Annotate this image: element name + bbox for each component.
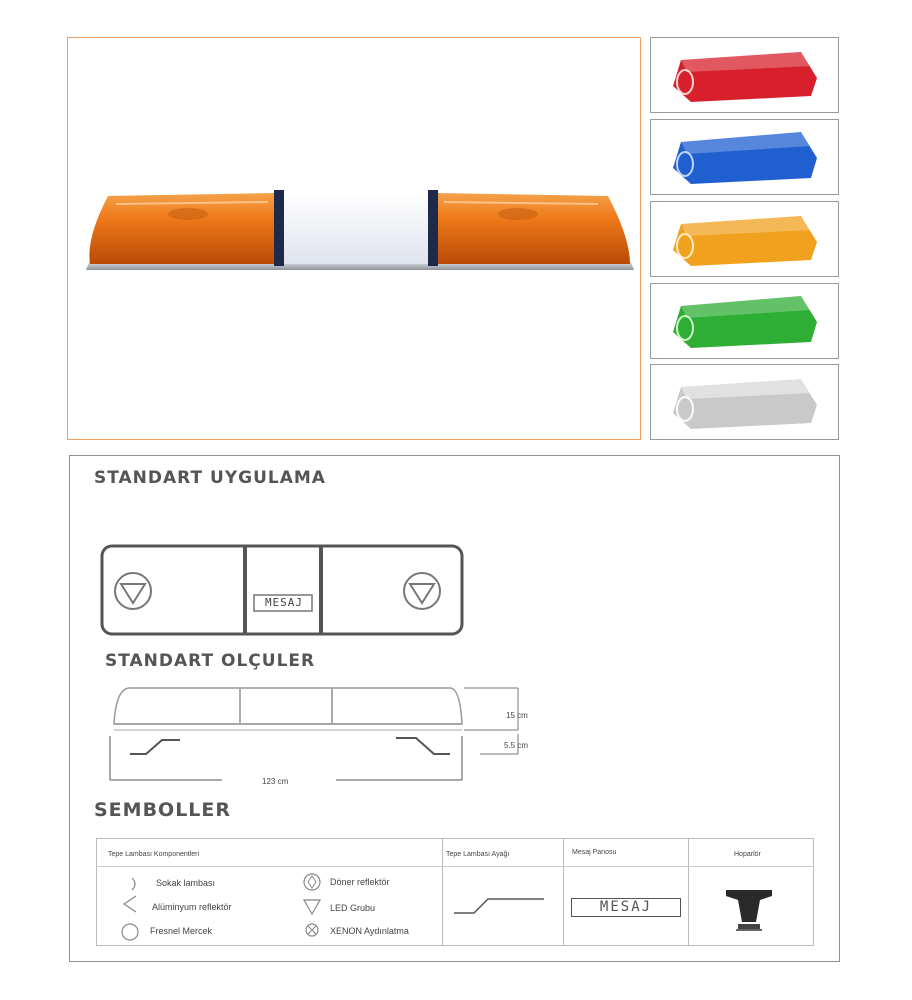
light-bar-illustration [68, 38, 640, 439]
red-lens-icon [651, 38, 838, 112]
swatch-red[interactable] [650, 37, 839, 113]
fresnel-lens-icon [122, 924, 138, 940]
message-label: MESAJ [264, 596, 304, 609]
standard-dimensions-title: STANDART OLÇULER [105, 651, 316, 671]
legend-xenon: XENON Aydınlatma [330, 926, 409, 936]
legend-aluminium-reflector: Alüminyum reflektör [152, 902, 232, 912]
swatch-orange[interactable] [650, 201, 839, 277]
legend-icons-right [300, 870, 328, 942]
blue-lens-icon [651, 120, 838, 194]
height-foot-label: 5.5 cm [504, 741, 529, 750]
main-product-image[interactable] [67, 37, 641, 440]
xenon-icon [306, 924, 318, 936]
legend-icons-left [118, 874, 148, 944]
orange-lens-icon [651, 202, 838, 276]
standard-application-diagram [96, 540, 468, 640]
center-message-module [282, 192, 430, 264]
dimensions-diagram [100, 684, 540, 784]
swatch-blue[interactable] [650, 119, 839, 195]
legend-led-group: LED Grubu [330, 903, 376, 913]
legend-fresnel-lens: Fresnel Mercek [150, 926, 213, 936]
swatch-clear[interactable] [650, 364, 839, 440]
right-led-symbol-icon [404, 573, 440, 609]
left-led-symbol-icon [115, 573, 151, 609]
rotating-reflector-icon [304, 874, 320, 890]
header-foot: Tepe Lambası Ayağı [446, 851, 510, 858]
length-label: 123 cm [262, 777, 289, 786]
swatch-green[interactable] [650, 283, 839, 359]
speaker-icon [722, 886, 776, 936]
street-lamp-icon [132, 878, 135, 890]
foot-symbol-icon [452, 893, 546, 917]
header-components: Tepe Lambası Komponentleri [108, 851, 200, 858]
symbols-title: SEMBOLLER [94, 799, 232, 821]
table-divider [442, 838, 443, 946]
table-header-rule [96, 866, 814, 867]
message-panel-symbol: MESAJ [571, 898, 681, 917]
legend-street-lamp: Sokak lambası [156, 878, 216, 888]
table-divider [563, 838, 564, 946]
header-speaker: Hoparlör [734, 851, 761, 858]
standard-application-title: STANDART UYGULAMA [94, 468, 326, 488]
led-group-icon [304, 900, 320, 914]
green-lens-icon [651, 284, 838, 358]
height-top-label: 15 cm [506, 711, 528, 720]
legend-rotating-reflector: Döner reflektör [330, 877, 390, 887]
clear-lens-icon [651, 365, 838, 439]
header-panel: Mesaj Panosu [572, 849, 617, 856]
aluminium-reflector-icon [124, 896, 136, 912]
table-divider [688, 838, 689, 946]
